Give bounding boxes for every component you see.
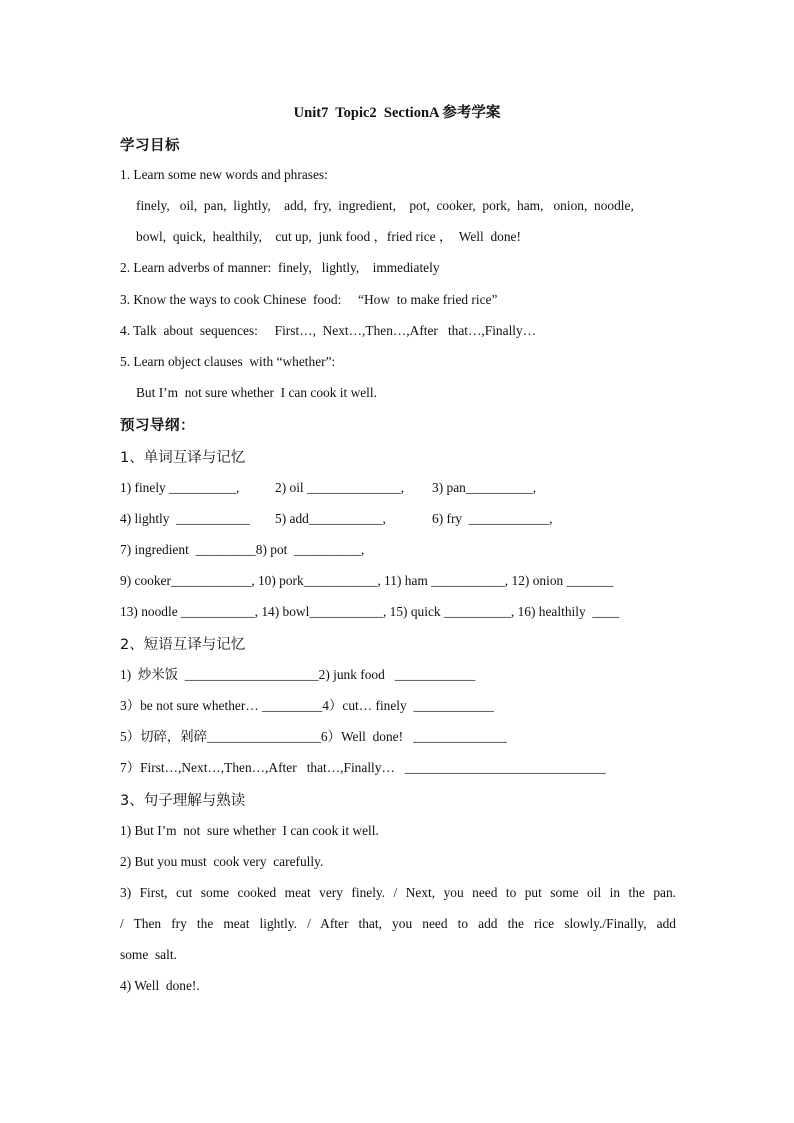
sentence-3-line-1: 3) First, cut some cooked meat very finely. / Next, you need to put some oil in the pan. xyxy=(120,885,676,900)
preview-outline-heading: 预习导纲： xyxy=(120,418,195,434)
goal-4: 4. Talk about sequences: First…, Next…,Then…,After that…,Finally… xyxy=(120,323,537,338)
phrase-row-1: 1) 炒米饭 ____________________2) junk food ____________ xyxy=(120,667,476,682)
word-fry: 6) fry ____________, xyxy=(432,511,553,526)
goal-1-phrases: bowl, quick, healthily, cut up, junk food ，fried rice ， Well done! xyxy=(136,229,521,244)
word-add: 5) add___________, xyxy=(275,511,386,526)
phrase-row-2: 3）be not sure whether… _________4）cut… finely ____________ xyxy=(120,698,494,713)
phrase-translation-title: 2、短语互译与记忆 xyxy=(120,637,246,653)
word-row-9-12: 9) cooker____________, 10) pork___________, 11) ham ___________, 12) onion _______ xyxy=(120,573,614,588)
word-pan: 3) pan__________, xyxy=(432,480,537,495)
sentence-2: 2) But you must cook very carefully. xyxy=(120,854,324,869)
word-translation-title: 1、单词互译与记忆 xyxy=(120,450,246,466)
goal-5-example: But I’m not sure whether I can cook it well. xyxy=(136,385,377,400)
sentence-reading-title: 3、句子理解与熟读 xyxy=(120,793,246,809)
goal-3: 3. Know the ways to cook Chinese food: “How to make fried rice” xyxy=(120,292,498,307)
word-row-13-16: 13) noodle ___________, 14) bowl___________, 15) quick __________, 16) healthily ____ xyxy=(120,604,620,619)
goal-5: 5. Learn object clauses with “whether”: xyxy=(120,354,336,369)
word-ingredient-pot: 7) ingredient _________8) pot __________, xyxy=(120,542,365,557)
goal-2: 2. Learn adverbs of manner: finely, lightly, immediately xyxy=(120,260,440,275)
sentence-4: 4) Well done!. xyxy=(120,978,200,993)
learning-goals-heading: 学习目标 xyxy=(120,138,180,154)
sentence-3-line-2: / Then fry the meat lightly. / After that, you need to add the rice slowly./Finally, add xyxy=(120,916,676,931)
word-finely: 1) finely __________, xyxy=(120,480,240,495)
phrase-row-3: 5）切碎，剁碎_________________6）Well done! ______________ xyxy=(120,729,507,744)
phrase-row-4: 7）First…,Next…,Then…,After that…,Finally… ______________________________ xyxy=(120,760,606,775)
sentence-1: 1) But I’m not sure whether I can cook it well. xyxy=(120,823,379,838)
sentence-3-line-3: some salt. xyxy=(120,947,177,962)
page-title: Unit7 Topic2 SectionA 参考学案 xyxy=(293,105,501,121)
word-oil: 2) oil ______________, xyxy=(275,480,405,495)
goal-1-words: finely, oil, pan, lightly, add, fry, ingredient, pot, cooker, pork, ham, onion, noodle, xyxy=(136,198,634,213)
goal-1: 1. Learn some new words and phrases: xyxy=(120,167,328,182)
word-lightly: 4) lightly ___________ xyxy=(120,511,250,526)
